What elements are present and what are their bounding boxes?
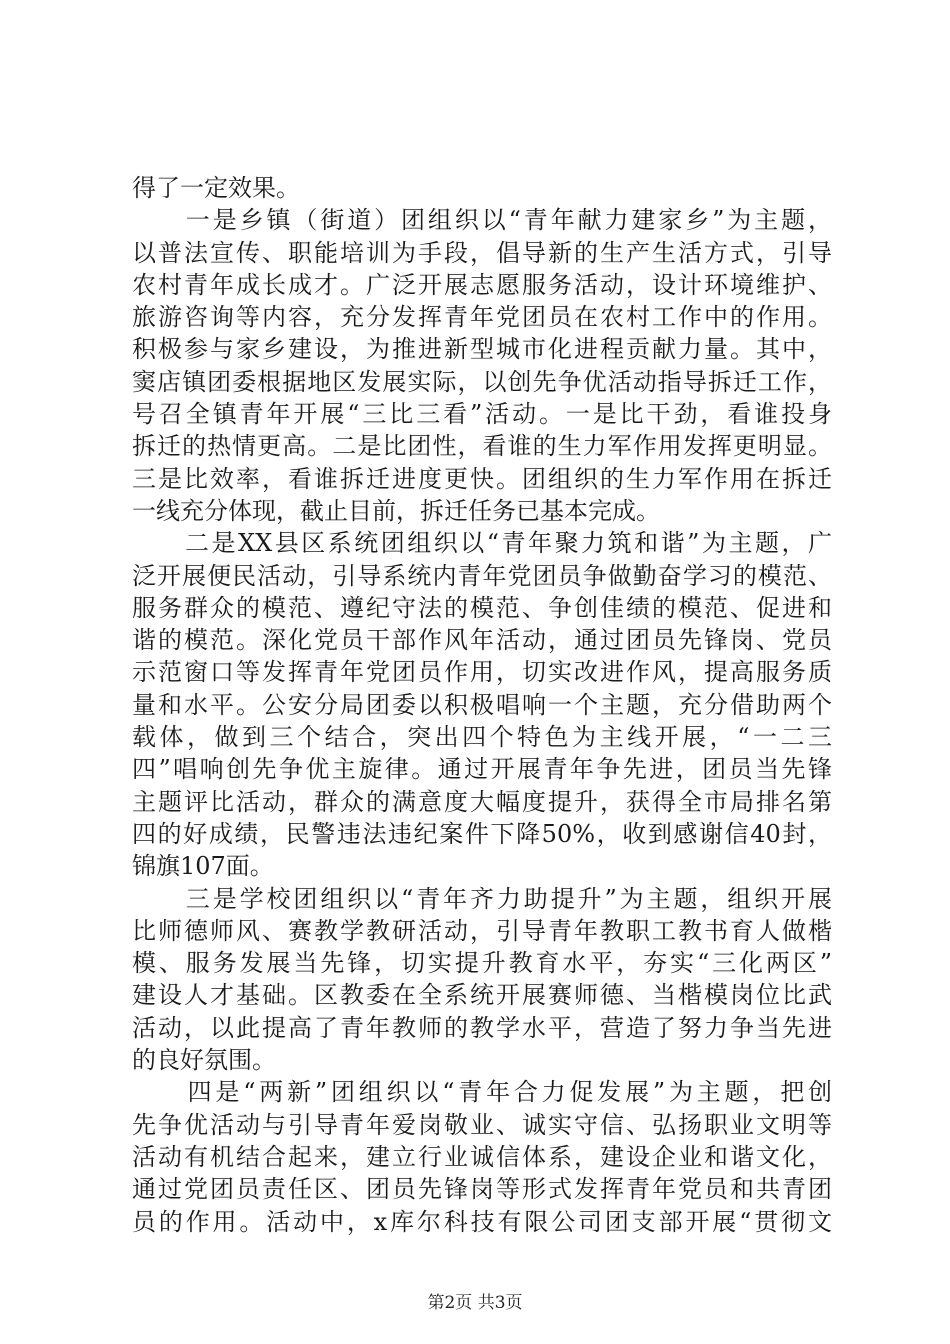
text-line: 通过党团员责任区、团员先锋岗等形式发挥青年党员和共青团	[132, 1175, 832, 1204]
text-line: 先争优活动与引导青年爱岗敬业、诚实守信、弘扬职业文明等	[132, 1110, 832, 1139]
text-line: 服务群众的模范、遵纪守法的模范、争创佳绩的模范、促进和	[132, 593, 832, 622]
text-line: 拆迁的热情更高。二是比团性，看谁的生力军作用发挥更明显。	[132, 432, 832, 461]
text-line: 主题评比活动，群众的满意度大幅度提升，获得全市局排名第	[132, 787, 832, 816]
text-line: 一是乡镇（街道）团组织以“青年献力建家乡”为主题，	[132, 206, 832, 235]
text-line: 农村青年成长成才。广泛开展志愿服务活动，设计环境维护、	[132, 270, 832, 299]
text-line: 四的好成绩，民警违法违纪案件下降50%，收到感谢信40封，	[132, 819, 832, 848]
text-line: 的良好氛围。	[132, 1046, 276, 1075]
text-line: 一线充分体现，截止目前，拆迁任务已基本完成。	[132, 496, 660, 525]
text-line: 窦店镇团委根据地区发展实际，以创先争优活动指导拆迁工作，	[132, 367, 832, 396]
text-line: 泛开展便民活动，引导系统内青年党团员争做勤奋学习的模范、	[132, 561, 832, 590]
text-line: 活动，以此提高了青年教师的教学水平，营造了努力争当先进	[132, 1013, 832, 1042]
text-line: 四”唱响创先争优主旋律。通过开展青年争先进，团员当先锋	[132, 755, 832, 784]
text-line: 量和水平。公安分局团委以积极唱响一个主题，充分借助两个	[132, 690, 832, 719]
text-line: 员的作用。活动中，x库尔科技有限公司团支部开展“贯彻文	[132, 1207, 832, 1236]
text-line: 示范窗口等发挥青年党团员作用，切实改进作风，提高服务质	[132, 658, 832, 687]
text-line: 谐的模范。深化党员干部作风年活动，通过团员先锋岗、党员	[132, 626, 832, 655]
text-line: 锦旗107面。	[132, 852, 274, 881]
document-body	[132, 172, 832, 1238]
text-line: 三是比效率，看谁拆迁进度更快。团组织的生力军作用在拆迁	[132, 464, 832, 493]
text-line: 得了一定效果。	[132, 174, 300, 202]
text-line: 三是学校团组织以“青年齐力助提升”为主题，组织开展	[132, 884, 832, 913]
text-line: 四是“两新”团组织以“青年合力促发展”为主题，把创	[132, 1078, 832, 1107]
text-line: 比师德师风、赛教学教研活动，引导青年教职工教书育人做楷	[132, 916, 832, 945]
text-line: 模、服务发展当先锋，切实提升教育水平，夯实“三化两区”	[132, 949, 832, 978]
text-line: 建设人才基础。区教委在全系统开展赛师德、当楷模岗位比武	[132, 981, 832, 1010]
page-footer: 第2页 共3页	[427, 1293, 523, 1313]
text-line: 以普法宣传、职能培训为手段，倡导新的生产生活方式，引导	[132, 238, 832, 267]
text-line: 二是XX县区系统团组织以“青年聚力筑和谐”为主题，广	[132, 529, 832, 558]
text-line: 活动有机结合起来，建立行业诚信体系，建设企业和谐文化，	[132, 1142, 832, 1171]
text-line: 号召全镇青年开展“三比三看”活动。一是比干劲，看谁投身	[132, 400, 832, 429]
text-line: 旅游咨询等内容，充分发挥青年党团员在农村工作中的作用。	[132, 303, 832, 332]
text-line: 积极参与家乡建设，为推进新型城市化进程贡献力量。其中，	[132, 335, 832, 364]
text-line: 载体，做到三个结合，突出四个特色为主线开展，“一二三	[132, 723, 832, 752]
